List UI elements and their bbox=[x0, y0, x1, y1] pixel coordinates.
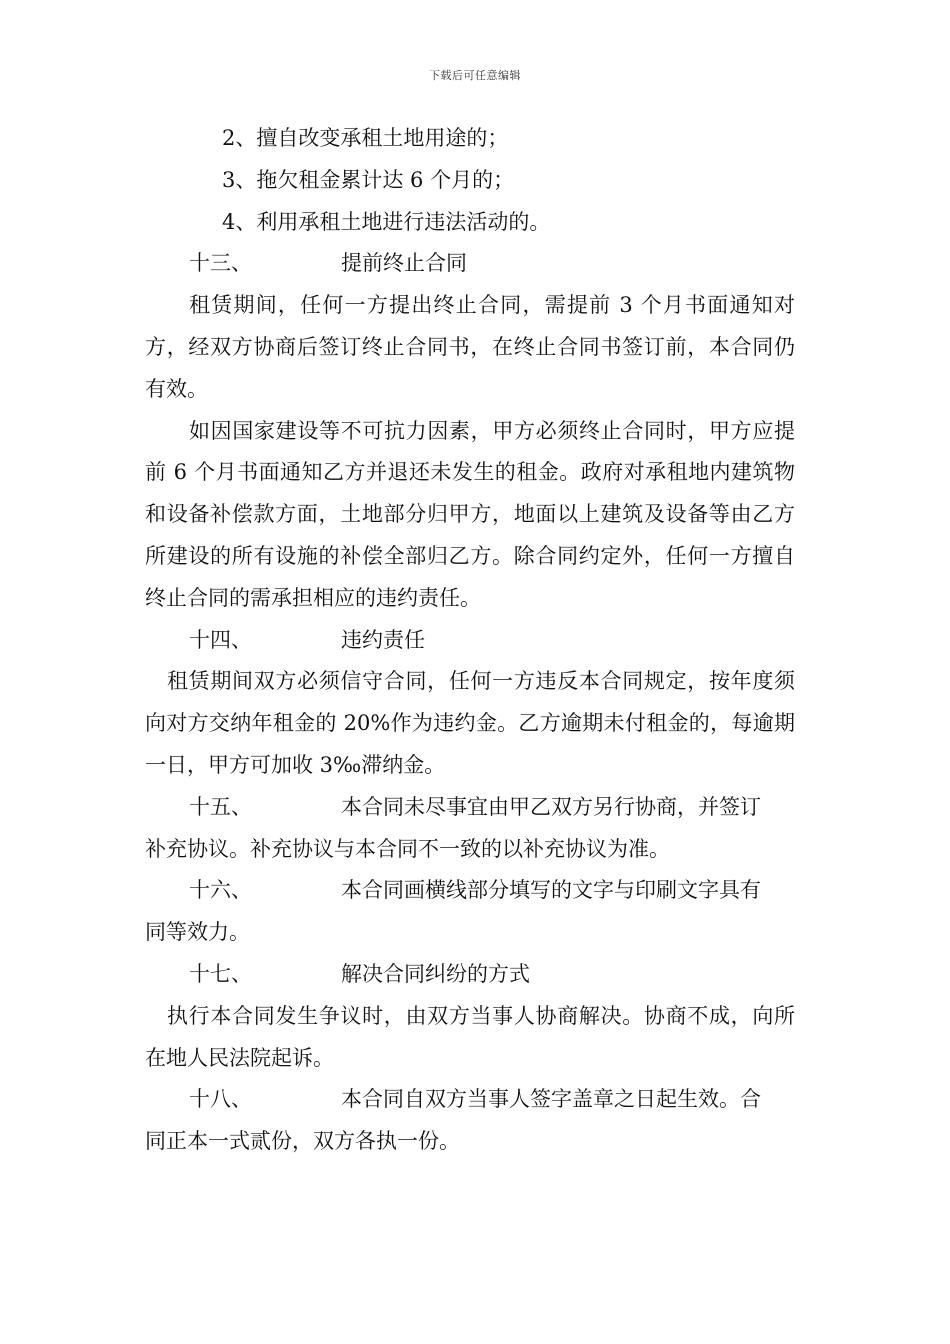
section-number: 十三、 bbox=[189, 251, 252, 276]
paragraph: 租赁期间，任何一方提出终止合同，需提前 3 个月书面通知对方，经双方协商后签订终止合同书，在终止合同书签订前，本合同仍有效。 bbox=[145, 293, 795, 401]
section-number: 十七、 bbox=[189, 961, 252, 986]
section-heading-18 bbox=[145, 1079, 795, 1121]
list-item: 3、拖欠租金累计达 6 个月的； bbox=[222, 167, 515, 192]
section-title: 解决合同纠纷的方式 bbox=[341, 961, 530, 986]
list-item: 2、擅自改变承租土地用途的； bbox=[222, 126, 509, 150]
section-number: 十四、 bbox=[189, 627, 252, 652]
paragraph-continuation: 补充协议。补充协议与本合同不一致的以补充协议为准。 bbox=[145, 836, 670, 861]
section-heading-13 bbox=[145, 243, 795, 285]
section-number: 十八、 bbox=[189, 1087, 252, 1112]
paragraph: 执行本合同发生争议时，由双方当事人协商解决。协商不成，向所在地人民法院起诉。 bbox=[145, 1003, 795, 1070]
section-heading-17 bbox=[145, 954, 795, 996]
section-text: 本合同自双方当事人签字盖章之日起生效。合 bbox=[341, 1087, 761, 1112]
section-number: 十五、 bbox=[189, 794, 252, 819]
section-title: 提前终止合同 bbox=[341, 251, 467, 276]
paragraph: 租赁期间双方必须信守合同，任何一方违反本合同规定，按年度须向对方交纳年租金的 20%作为违约金。乙方逾期未付租金的，每逾期一日，甲方可加收 3‰滞纳金。 bbox=[145, 669, 795, 777]
section-heading-14 bbox=[145, 620, 795, 662]
document-body bbox=[145, 118, 795, 1163]
page-header: 下载后可任意编辑 bbox=[429, 69, 521, 82]
paragraph: 如因国家建设等不可抗力因素，甲方必须终止合同时，甲方应提前 6 个月书面通知乙方并退还未发生的租金。政府对承租地内建筑物和设备补偿款方面，土地部分归甲方，地面以上建筑及设备等由乙方所建设的所有设施的补偿全部归乙方。除合同约定外，任何一方擅自终止合同的需承担相应的违约责任。 bbox=[145, 418, 795, 610]
section-text: 本合同画横线部分填写的文字与印刷文字具有 bbox=[341, 878, 761, 903]
paragraph-continuation: 同正本一式贰份，双方各执一份。 bbox=[145, 1129, 460, 1154]
list-item: 4、利用承租土地进行违法活动的。 bbox=[222, 209, 551, 234]
paragraph-continuation: 同等效力。 bbox=[145, 920, 250, 945]
section-number: 十六、 bbox=[189, 878, 252, 903]
section-text: 本合同未尽事宜由甲乙双方另行协商，并签订 bbox=[341, 794, 761, 819]
section-title: 违约责任 bbox=[341, 627, 425, 652]
section-heading-16 bbox=[145, 870, 795, 912]
section-heading-15 bbox=[145, 787, 795, 829]
